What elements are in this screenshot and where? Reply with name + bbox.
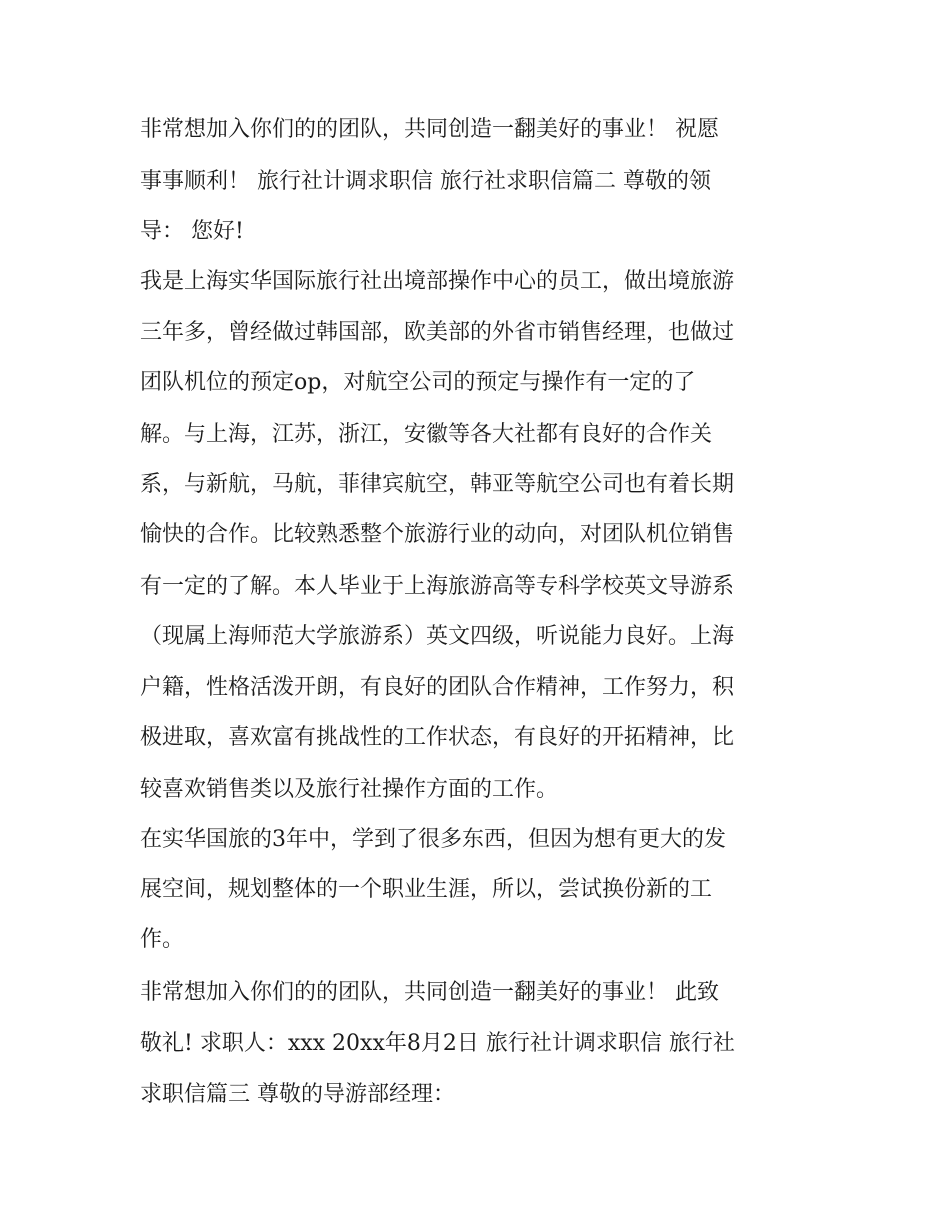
text-line: 求职信篇三 尊敬的导游部经理： (140, 1082, 455, 1107)
text-line: 系，与新航，马航，菲律宾航空，韩亚等航空公司也有着长期 (140, 472, 735, 497)
text-line: 极进取，喜欢富有挑战性的工作状态，有良好的开拓精神，比 (140, 725, 735, 750)
text-line: （现属上海师范大学旅游系）英文四级，听说能力良好。上海 (140, 624, 735, 649)
text-line: 解。与上海，江苏，浙江，安徽等各大社都有良好的合作关 (140, 422, 713, 447)
text-line: 愉快的合作。比较熟悉整个旅游行业的动向，对团队机位销售 (140, 522, 735, 547)
text-line: 户籍，性格活泼开朗，有良好的团队合作精神，工作努力，积 (140, 675, 735, 700)
text-line: 较喜欢销售类以及旅行社操作方面的工作。 (140, 777, 559, 802)
text-line: 在实华国旅的3年中，学到了很多东西，但因为想有更大的发 (140, 827, 726, 852)
text-line: 作。 (140, 927, 185, 952)
text-line: 事事顺利！ 旅行社计调求职信 旅行社求职信篇二 尊敬的领 (140, 169, 711, 194)
text-line: 团队机位的预定op，对航空公司的预定与操作有一定的了 (140, 370, 696, 395)
text-line: 非常想加入你们的的团队，共同创造一翻美好的事业！ 祝愿 (140, 117, 719, 142)
text-line: 非常想加入你们的的团队，共同创造一翻美好的事业！ 此致 (140, 980, 719, 1005)
text-line: 敬礼! 求职人：xxx 20xx年8月2日 旅行社计调求职信 旅行社 (140, 1031, 735, 1056)
text-line: 三年多，曾经做过韩国部，欧美部的外省市销售经理，也做过 (140, 320, 735, 345)
text-line: 我是上海实华国际旅行社出境部操作中心的员工，做出境旅游 (140, 269, 735, 294)
text-line: 有一定的了解。本人毕业于上海旅游高等专科学校英文导游系 (140, 574, 735, 599)
text-line: 导： 您好! (140, 219, 244, 244)
text-line: 展空间，规划整体的一个职业生涯，所以，尝试换份新的工 (140, 877, 713, 902)
